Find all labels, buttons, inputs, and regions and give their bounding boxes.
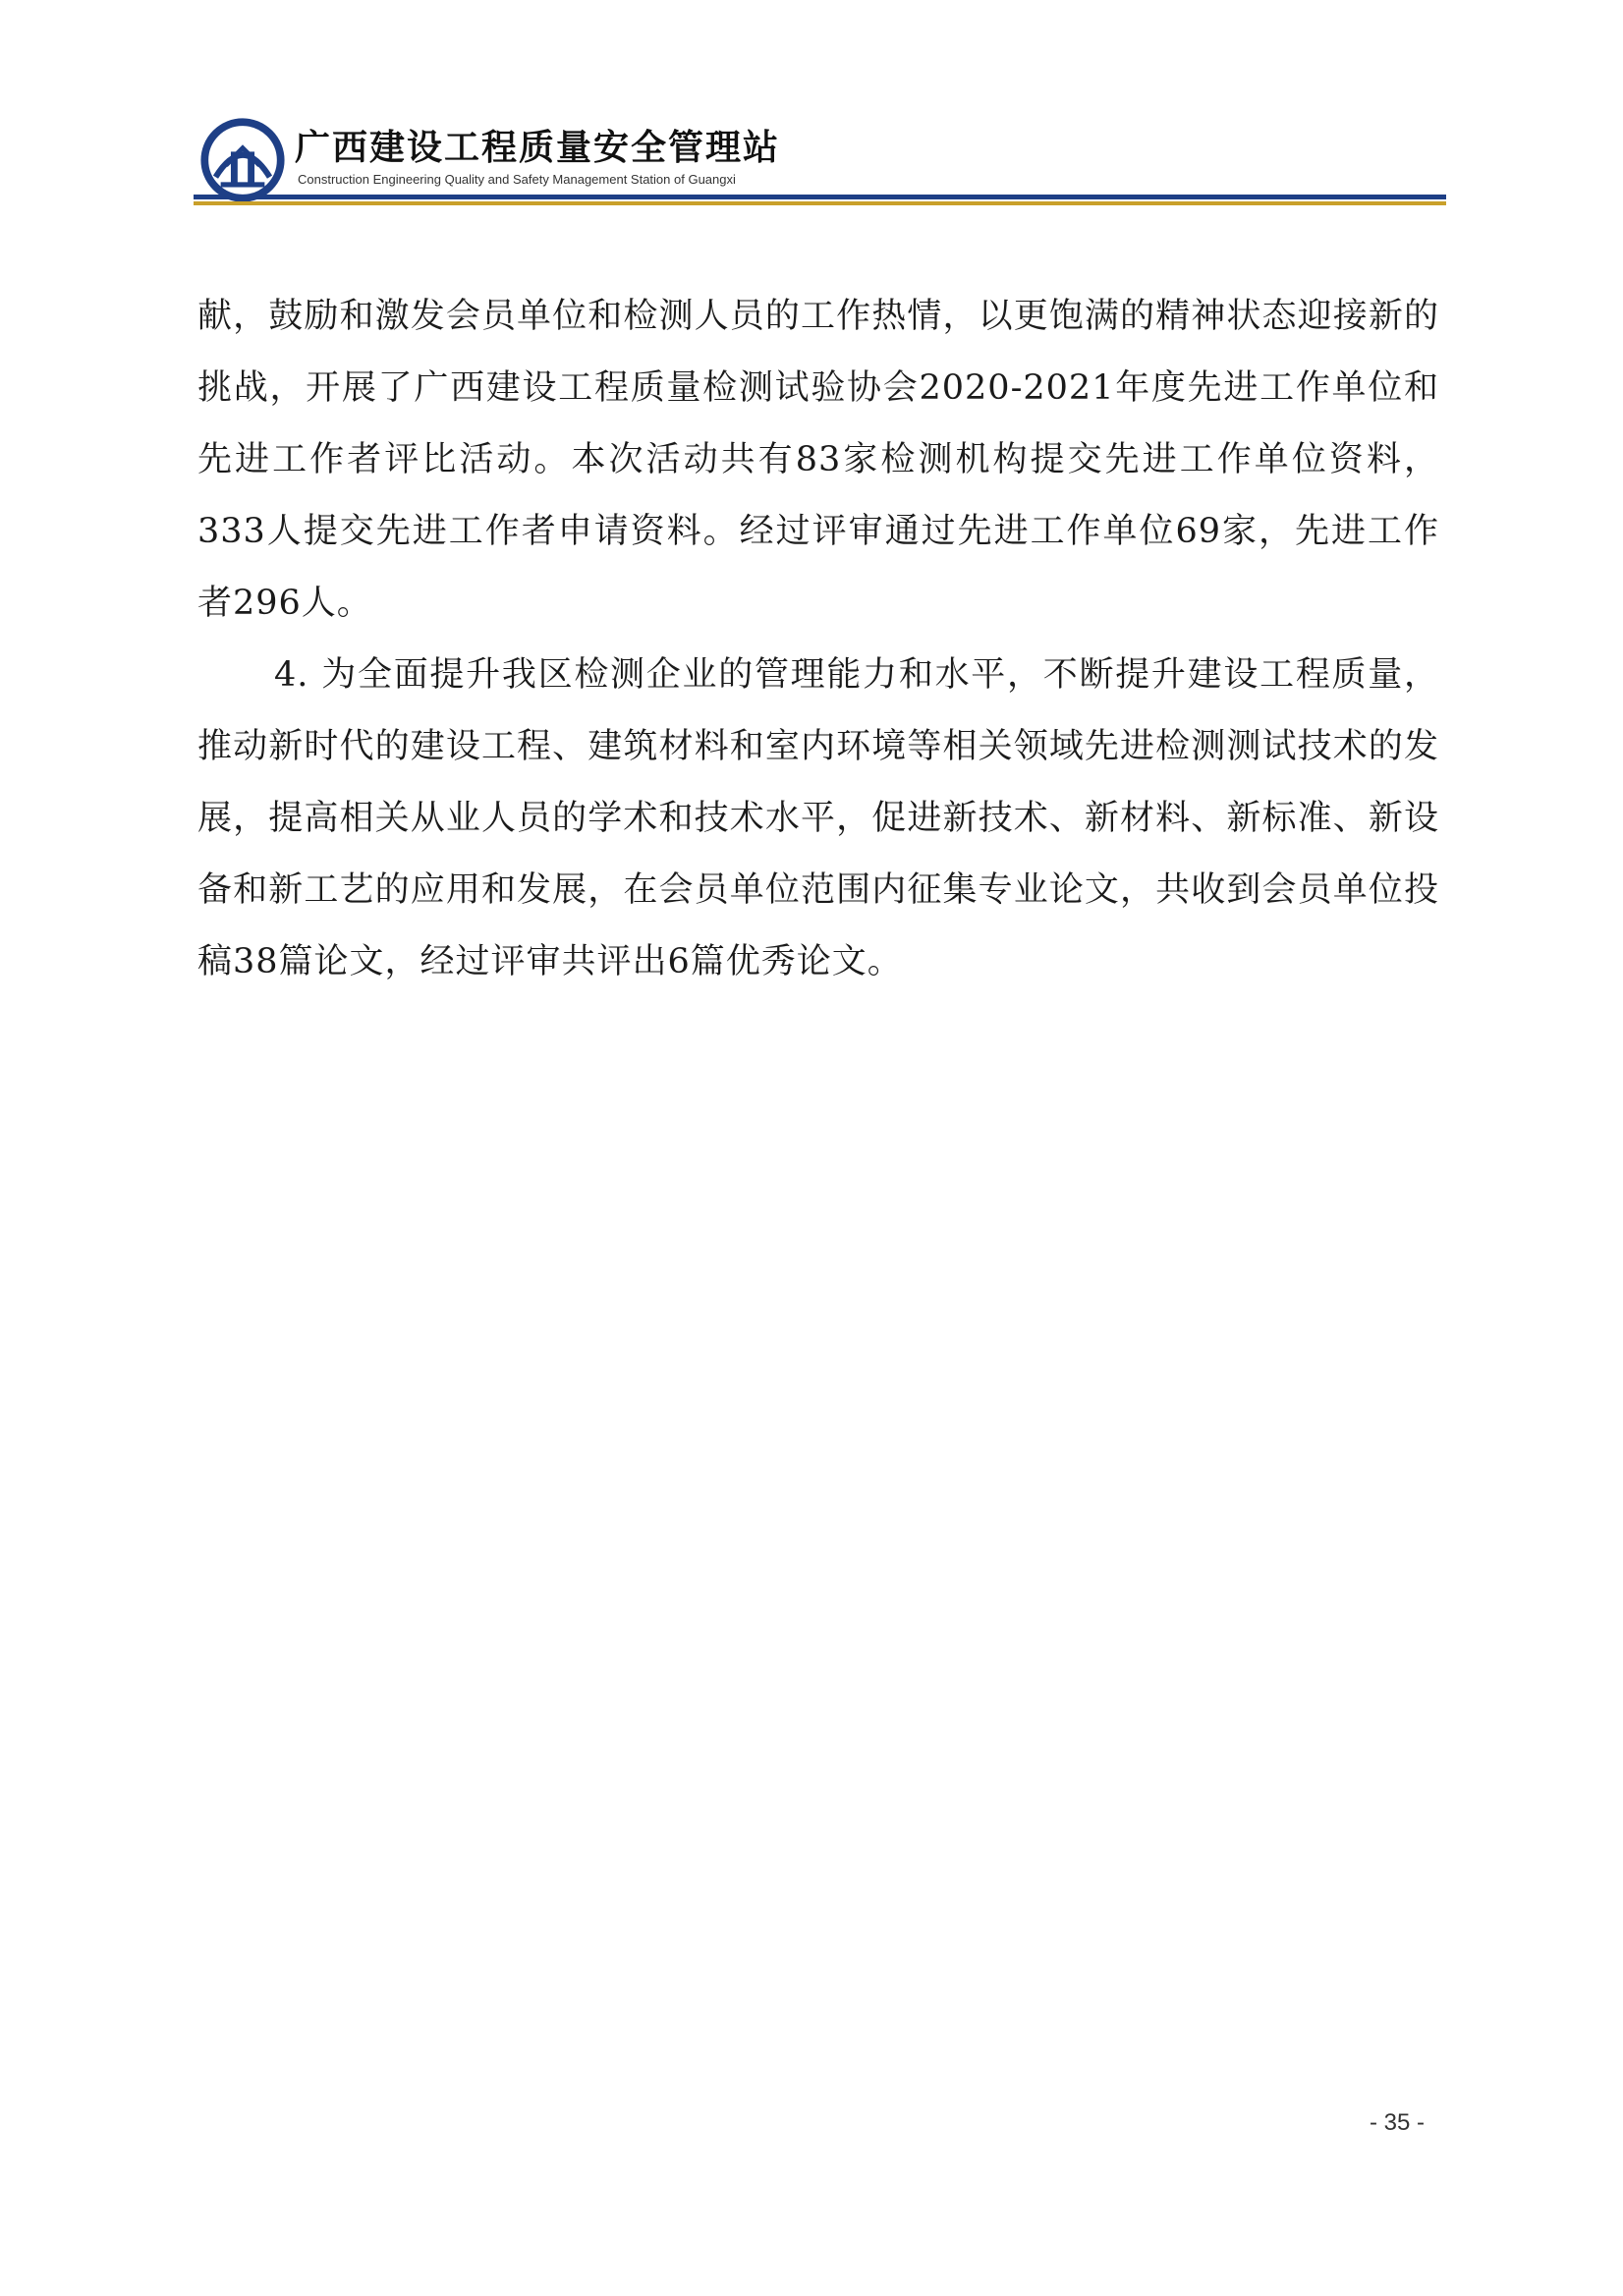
org-name-en: Construction Engineering Quality and Safety Management Station of Guangxi — [298, 172, 736, 187]
gxjz-emblem-icon — [200, 118, 285, 202]
body-paragraph: 献，鼓励和激发会员单位和检测人员的工作热情，以更饱满的精神状态迎接新的挑战，开展了广西建设工程质量检测试验协会2020-2021年度先进工作单位和先进工作者评比活动。本次活动共有83家检测机构提交先进工作单位资料，333人提交先进工作者申请资料。经过评审通过先进工作单位69家，先进工作者296人。 — [197, 297, 1439, 623]
page-header — [194, 110, 1446, 208]
document-body — [197, 281, 1439, 998]
header-rule-blue — [194, 195, 1446, 199]
org-name-cn: 广西建设工程质量安全管理站 — [295, 128, 781, 168]
page-number: - 35 - — [1370, 2109, 1426, 2136]
header-rule-gold — [194, 201, 1446, 205]
body-paragraph: 4. 为全面提升我区检测企业的管理能力和水平，不断提升建设工程质量，推动新时代的建设工程、建筑材料和室内环境等相关领域先进检测测试技术的发展，提高相关从业人员的学术和技术水平，促进新技术、新材料、新标准、新设备和新工艺的应用和发展，在会员单位范围内征集专业论文，共收到会员单位投稿38篇论文，经过评审共评出6篇优秀论文。 — [197, 655, 1439, 981]
